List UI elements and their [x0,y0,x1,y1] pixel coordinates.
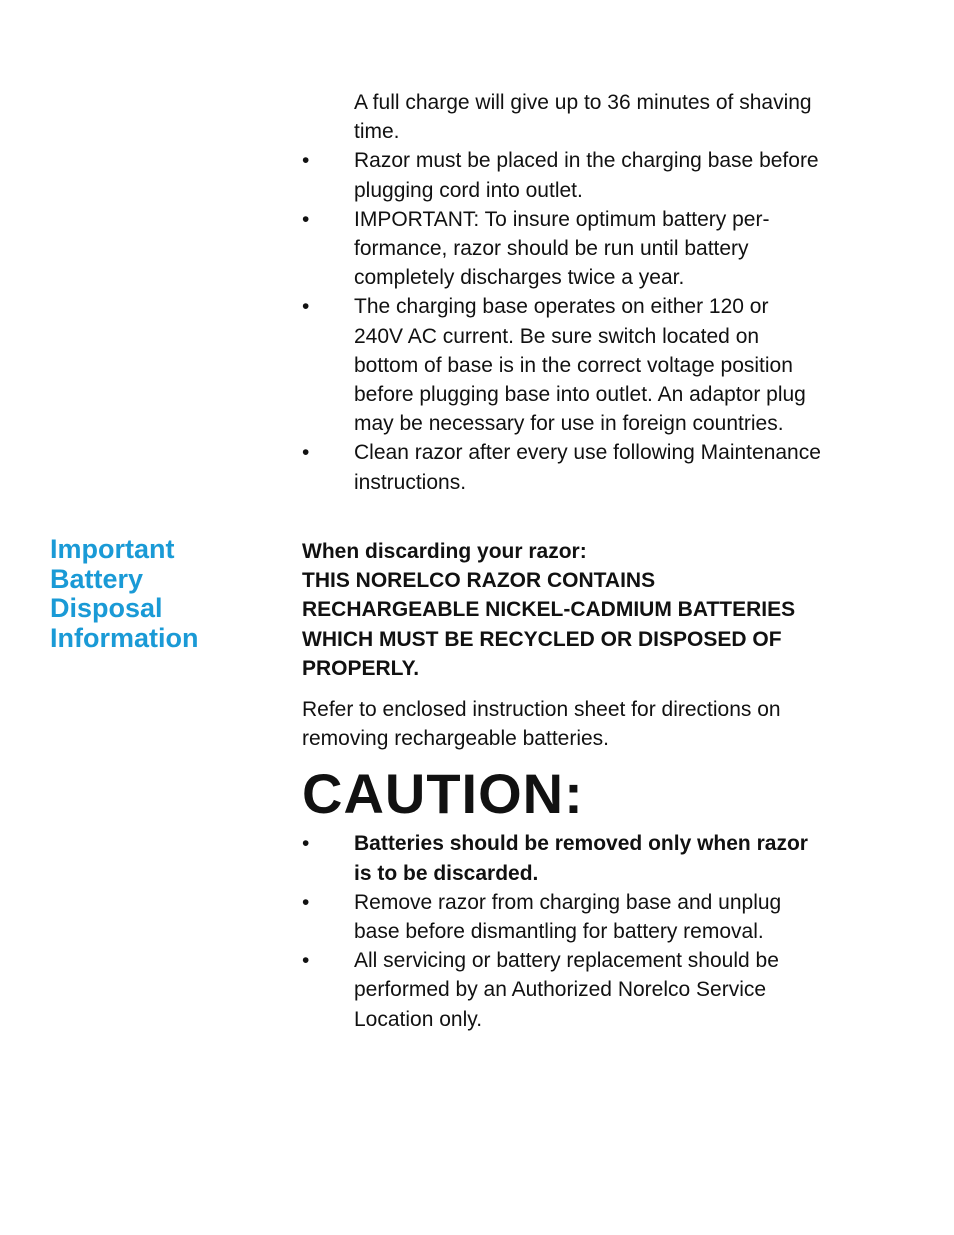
list-item [302,829,822,887]
bullet-text: IMPORTANT: To insure optimum battery per-formance, razor should be run until battery completely discharges twice a year. [354,207,770,290]
charging-bullet-list [302,146,822,496]
heading-line: Information [50,622,199,653]
list-item [302,438,822,496]
bullet-icon: • [302,295,310,319]
bullet-icon: • [302,149,310,173]
caution-bullet-list [302,829,822,1033]
list-item [302,205,822,293]
bullet-icon: • [302,949,310,973]
bullet-text: The charging base operates on either 120 or 240V AC current. Be sure switch located on bottom of base is in the correct voltage position before plugging base into outlet. An adaptor plug may be necessary for use in foreign countries. [354,295,806,436]
list-item [302,888,822,946]
bullet-icon: • [302,441,310,465]
bullet-icon: • [302,832,310,856]
heading-line: Disposal [50,593,163,623]
bullet-text: Remove razor from charging base and unplug base before dismantling for battery removal. [354,890,782,944]
bullet-icon: • [302,890,310,914]
bullet-text: Batteries should be removed only when razor is to be discarded. [354,832,808,885]
discard-lead: When discarding your razor: [302,540,587,563]
recycle-warning: THIS NORELCO RAZOR CONTAINS RECHARGEABLE NICKEL-CADMIUM BATTERIES WHICH MUST BE RECYCLED OR DISPOSED OF PROPERLY. [302,569,796,680]
bullet-text: Razor must be placed in the charging base before plugging cord into outlet. [354,149,819,202]
bullet-text: All servicing or battery replacement should be performed by an Authorized Norelco Service Location only. [354,949,779,1031]
bullet-icon: • [302,207,310,231]
bullet-text: Clean razor after every use following Maintenance instructions. [354,441,821,494]
disposal-section [302,537,822,1034]
heading-line: Battery [50,563,144,594]
list-item [302,146,822,204]
charge-intro: A full charge will give up to 36 minutes of shaving time. [354,91,812,144]
heading-line: Important [50,534,175,564]
battery-disposal-heading [50,535,280,653]
refer-instructions: Refer to enclosed instruction sheet for directions on removing rechargeable batteries. [302,698,781,751]
charging-section [302,88,822,497]
list-item [302,946,822,1034]
caution-title: CAUTION: [302,762,584,826]
list-item [302,292,822,438]
